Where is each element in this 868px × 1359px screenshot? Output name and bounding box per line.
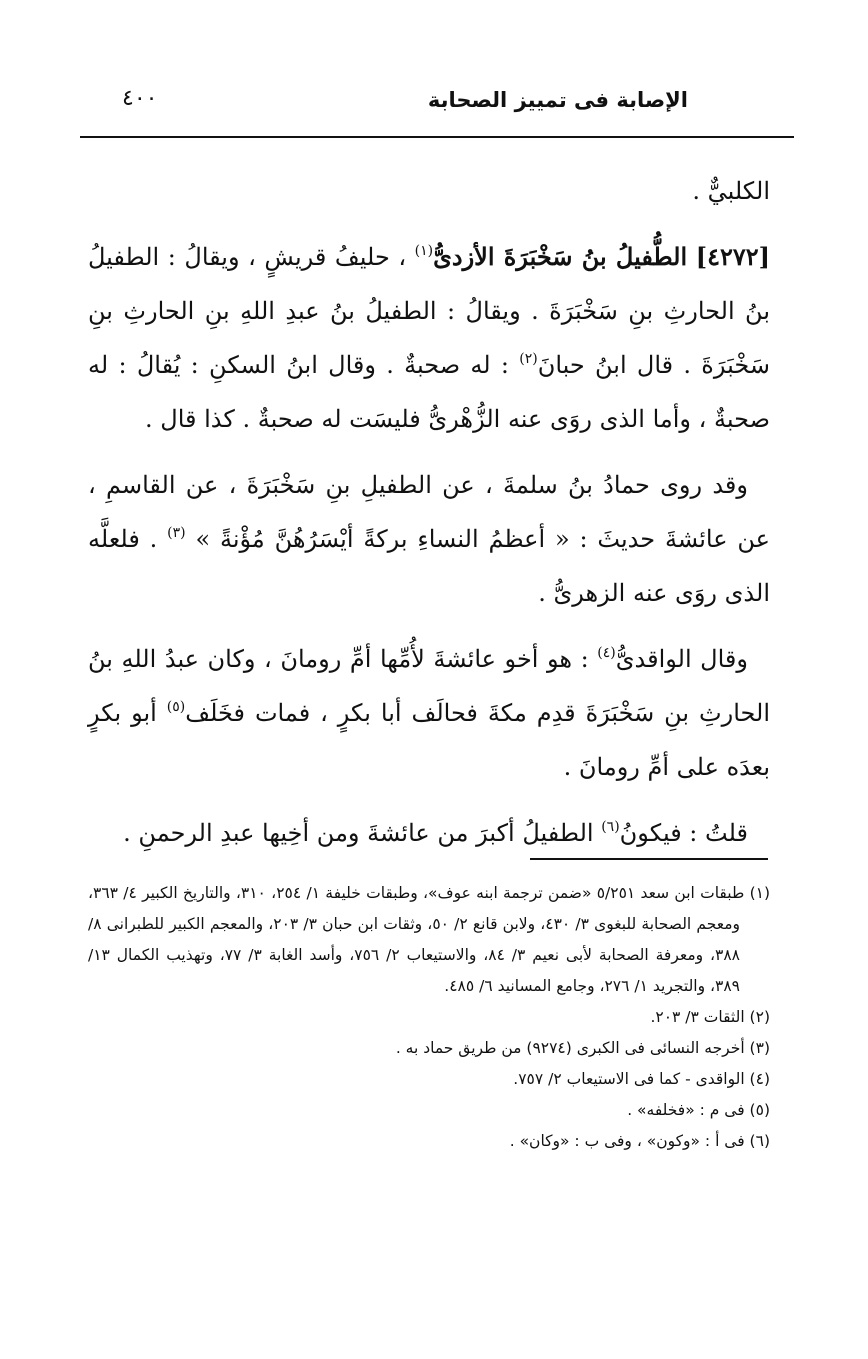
entry-number: [٤٢٧٢]	[695, 242, 770, 271]
paragraph-0	[88, 164, 770, 218]
paragraph-2-text-1: وقد روى حمادُ بنُ سلمةَ ، عن الطفيلِ بنِ سَخْبَرَةَ ، عن القاسمِ ، عن عائشةَ حديثَ : « أعظمُ النساءِ بركةً أيْسَرُهُنَّ مُؤْنةً »	[88, 471, 770, 553]
paragraph-4-text-2: الطفيلُ أكبرَ من عائشةَ ومن أخِيها عبدِ الرحمنِ .	[123, 819, 594, 847]
entry-name: الطُّفيلُ بنُ سَخْبَرَةَ الأزدىُّ	[433, 242, 688, 271]
paragraph-3-text-3: أبو بكرٍ بعدَه على أمِّ رومانَ .	[88, 699, 770, 781]
footnote-3: (٣) أخرجه النسائى فى الكبرى (٩٢٧٤) من طريق حماد به .	[395, 1039, 770, 1057]
page-number: ٤٠٠	[122, 86, 158, 111]
running-title: الإصابة فى تمييز الصحابة	[427, 88, 688, 112]
footnote-6: (٦) فى أ : «وكون» ، وفى ب : «وكان» .	[509, 1132, 770, 1150]
footnote-ref-3: (٣)	[167, 525, 186, 541]
footnote-ref-4: (٤)	[597, 645, 616, 661]
footnote-ref-6: (٦)	[601, 819, 620, 835]
paragraph-3	[88, 632, 770, 794]
paragraph-2-text-2: . فلعلَّه الذى روَى عنه الزهرىُّ .	[88, 525, 770, 607]
entry-paragraph	[88, 230, 770, 446]
paragraph-3-text-2: : هو أخو عائشةَ لأُمِّها أمِّ رومانَ ، وكان عبدُ اللهِ بنُ الحارثِ بنِ سَخْبَرَةَ قدِم مكةَ فحالَف أبا بكرٍ ، فمات فخَلَف	[88, 645, 771, 727]
paragraph-0-text: الكلبيٌّ .	[692, 177, 770, 205]
footnote-ref-2: (٢)	[519, 351, 538, 367]
footnote-4: (٤) الواقدى - كما فى الاستيعاب ٢/ ٧٥٧.	[513, 1070, 770, 1088]
footnote-1: (١) طبقات ابن سعد ٥/٢٥١ «ضمن ترجمة ابنه عوف»، وطبقات خليفة ١/ ٢٥٤، ٣١٠، والتاريخ الكبير ٤/ ٣٦٣، ومعجم الصحابة للبغوى ٣/ ٤٣٠، ولابن قانع ٢/ ٥٠، وثقات ابن حبان ٣/ ٢٠٣، والمعجم الكبير للطبرانى ٨/ ٣٨٨، ومعرفة الصحابة لأبى نعيم ٣/ ٨٤، والاستيعاب ٢/ ٧٥٦، وأسد الغابة ٣/ ٧٧، وتهذيب الكمال ١٣/ ٣٨٩، والتجريد ١/ ٢٧٦، وجامع المسانيد ٦/ ٤٨٥.	[88, 884, 771, 995]
running-header	[80, 82, 788, 126]
entry-text-1: ، حليفُ قريشٍ ، ويقالُ : الطفيلُ بنُ الحارثِ بنِ سَخْبَرَةَ . ويقالُ : الطفيلُ بنُ عبدِ اللهِ بنِ الحارثِ بنِ سَخْبَرَةَ . قال ابنُ حبانَ	[88, 243, 770, 379]
footnote-ref-5: (٥)	[166, 699, 186, 715]
entry-text-2: : له صحبةٌ . وقال ابنُ السكنِ : يُقالُ : له صحبةٌ ، وأما الذى روَى عنه الزُّهْرىُّ فليسَت له صحبةٌ . كذا قال .	[88, 351, 770, 433]
paragraph-4-text-1: قلتُ : فيكونُ	[619, 819, 748, 847]
footnote-separator	[530, 858, 768, 860]
footnote-5: (٥) فى م : «فخلفه» .	[627, 1101, 770, 1119]
footnotes	[88, 878, 770, 1157]
footnote-2: (٢) الثقات ٣/ ٢٠٣.	[650, 1008, 770, 1026]
paragraph-2	[88, 458, 770, 620]
main-text	[88, 164, 770, 872]
paragraph-3-text-1: وقال الواقدىُّ	[615, 645, 748, 673]
paragraph-4	[88, 806, 770, 860]
footnote-ref-1: (١)	[414, 243, 434, 259]
header-rule	[80, 136, 794, 138]
